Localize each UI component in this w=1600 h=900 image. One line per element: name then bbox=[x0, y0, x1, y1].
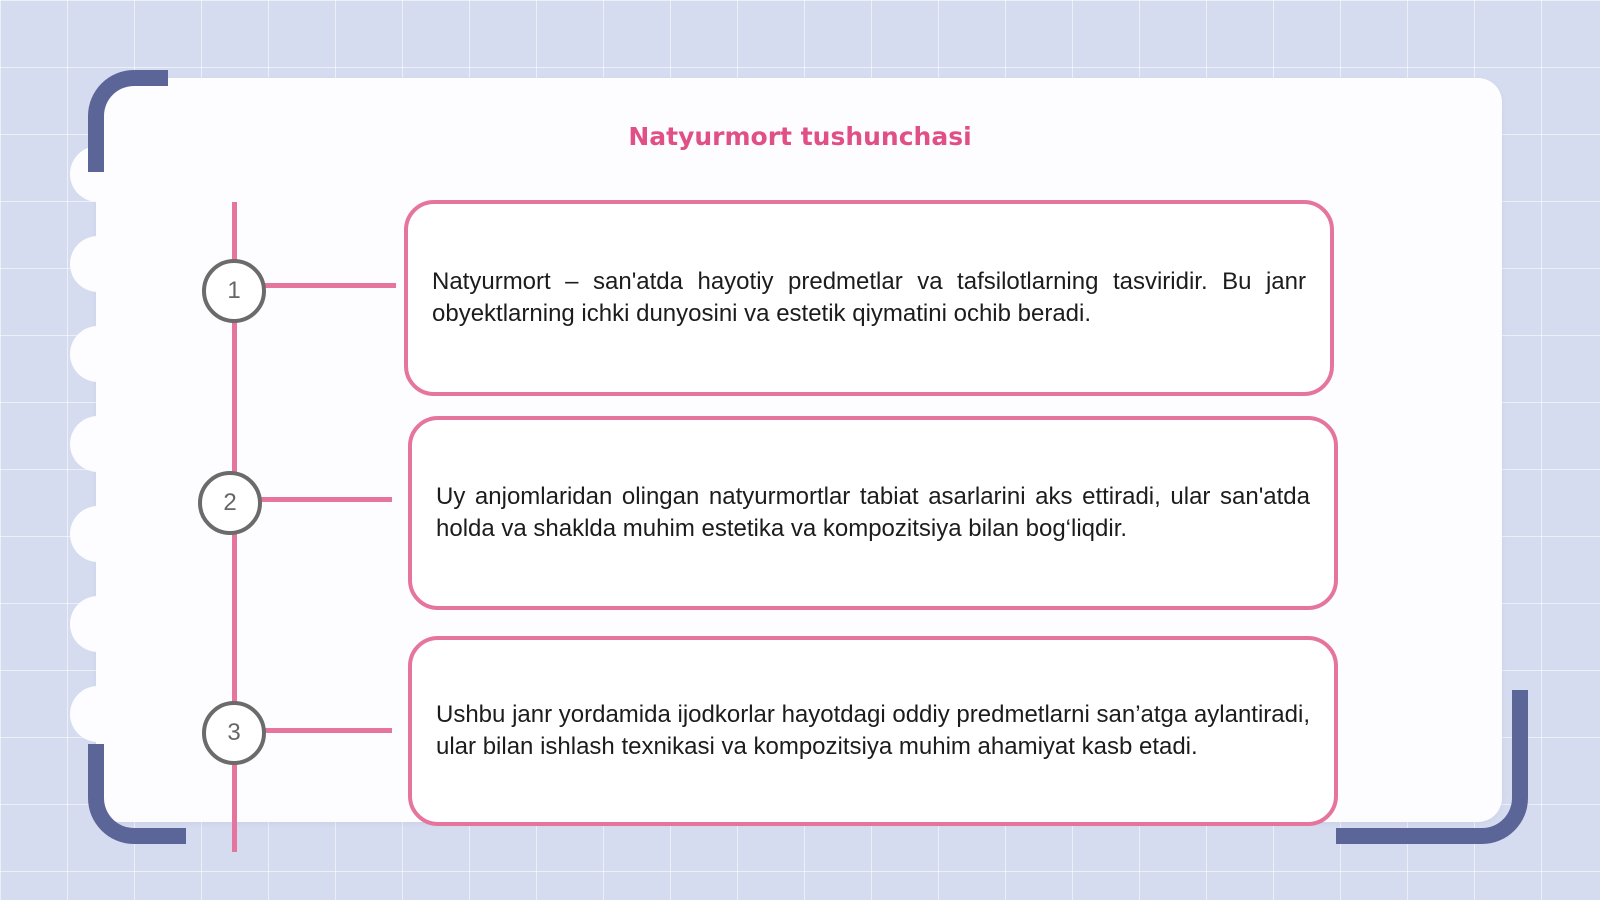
timeline-connector bbox=[262, 728, 392, 733]
paper-scallop bbox=[70, 236, 126, 292]
step-card-text: Uy anjomlaridan olingan natyurmortlar tabiat asarlarini aks ettiradi, ular san'atda holda va shaklda muhim estetika va kompozitsiya bilan bog‘liqdir. bbox=[436, 483, 1310, 542]
step-card-text: Ushbu janr yordamida ijodkorlar hayotdagi oddiy predmetlarni san’atga aylantiradi, ular bilan ishlash texnikasi va kompozitsiya muhim ahamiyat kasb etadi. bbox=[436, 701, 1310, 760]
step-number-circle: 3 bbox=[202, 701, 266, 765]
timeline-connector bbox=[262, 283, 396, 288]
paper-scallop bbox=[70, 506, 126, 562]
step-number-circle: 1 bbox=[202, 259, 266, 323]
corner-bracket-bottom-right bbox=[1336, 690, 1528, 844]
page-title: Natyurmort tushunchasi bbox=[628, 122, 972, 151]
paper-scallop bbox=[70, 416, 126, 472]
corner-bracket-top-left bbox=[88, 70, 168, 172]
step-card bbox=[404, 200, 1334, 396]
paper-scallop bbox=[70, 596, 126, 652]
paper-scallop bbox=[70, 686, 126, 742]
step-number-circle: 2 bbox=[198, 471, 262, 535]
timeline-connector bbox=[258, 497, 392, 502]
corner-bracket-bottom-left bbox=[88, 744, 186, 844]
step-card bbox=[408, 416, 1338, 610]
paper-scallop bbox=[70, 326, 126, 382]
step-card-text: Natyurmort – san'atda hayotiy predmetlar va tafsilotlarning tasviridir. Bu janr obyektlarning ichki dunyosini va estetik qiymatini ochib beradi. bbox=[432, 268, 1306, 327]
step-card bbox=[408, 636, 1338, 826]
